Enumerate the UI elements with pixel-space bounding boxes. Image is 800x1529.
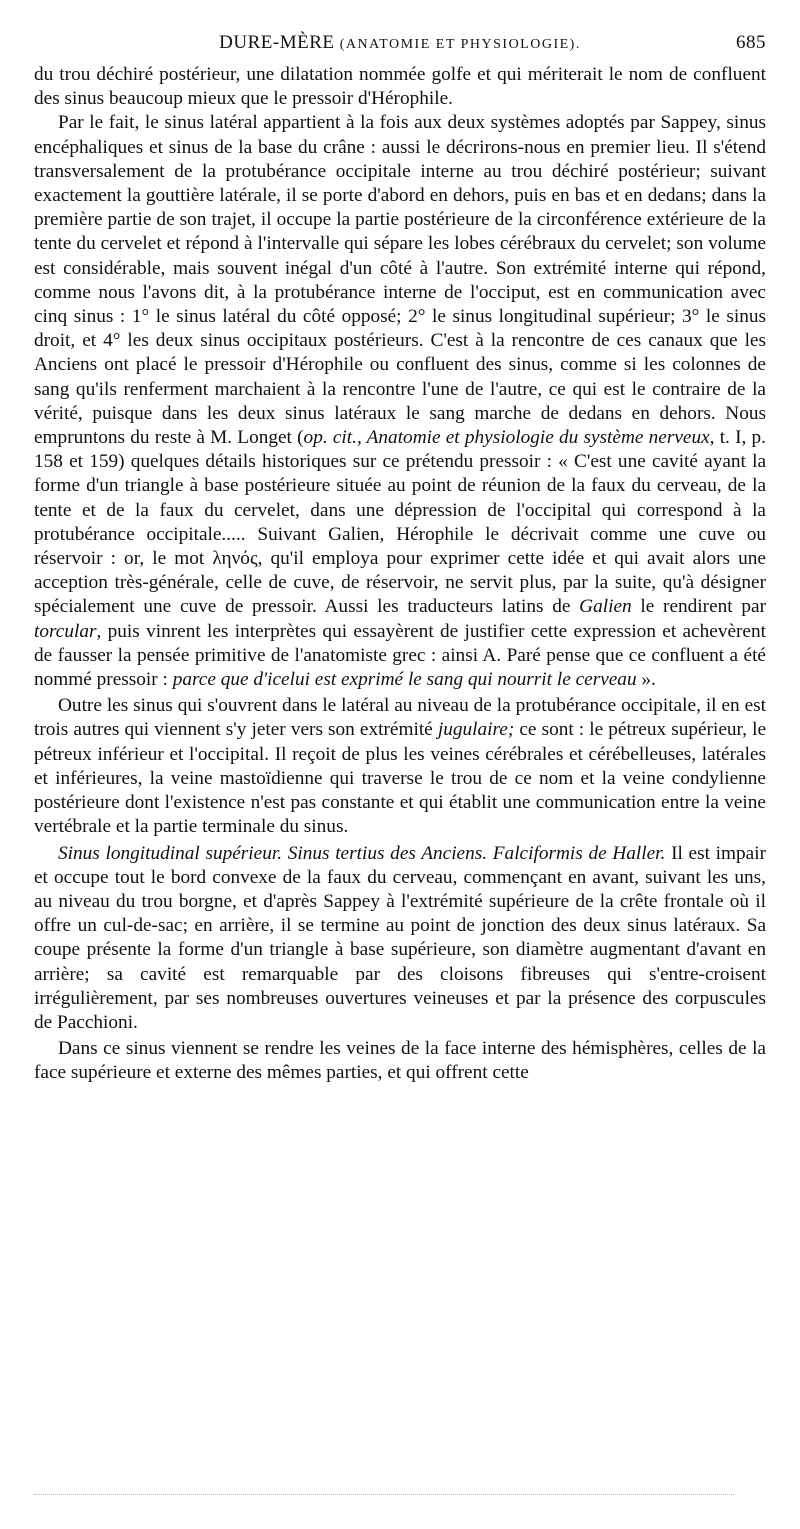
paragraph-text: ». [636, 669, 656, 691]
paragraph-text: Par le fait, le sinus latéral appartient à la fois aux deux systèmes adoptés par Sappey, sinus encéphaliques et sinus de la base du crâne : aussi le décrirons-nous en premier lieu. Il s'étend transversalement de la protubérance occipitale interne au trou déchiré postérieur; suivant exactement la gouttière latérale, il se porte d'abord en dehors, puis en bas et en dedans; dans la première partie de son trajet, il occupe la partie postérieure de la circonférence extérieure de la tente du cervelet et répond à l'intervalle qui sépare les lobes cérébraux du cervelet; son volume est considérable, mais souvent inégal d'un côté à l'autre. Son extrémité interne qui répond, comme nous l'avons dit, à la protubérance interne de l'occiput, est en communication avec cinq sinus : 1° le sinus latéral du côté opposé; 2° le sinus longitudinal supérieur; 3° le sinus droit, et 4° les deux sinus occipitaux postérieurs. C'est à la rencontre de ces canaux que les Anciens ont placé le pressoir d'Hérophile ou confluent des sinus, comme si les colonnes de sang qu'ils renferment marchaient à la rencontre l'une de l'autre, ce qui est le contraire de la vérité, puisque dans les deux sinus latéraux le sang marche de dedans en dehors. Nous empruntons du reste à M. Longet ( [34, 112, 766, 449]
paragraph-lateral-sinus [34, 111, 766, 692]
page-number: 685 [736, 32, 766, 53]
paragraph-text: Il est impair et occupe tout le bord convexe de la faux du cerveau, commençant en avant, suivant les uns, au niveau du trou borgne, et d'après Sappey à l'extrémité supérieure de la crête frontale où il offre un cul-de-sac; en arrière, il se termine au point de jonction des deux sinus latéraux. Sa coupe présente la forme d'un triangle à base supérieure, son diamètre augmentant d'avant en arrière; sa cavité est remarquable par des cloisons fibreuses qui s'entre-croisent irrégulièrement, par ses nombreuses ouvertures veineuses et par la présence des corpuscules de Pacchioni. [34, 842, 766, 1033]
running-title-subtitle: (ANATOMIE ET PHYSIOLOGIE). [339, 37, 581, 52]
citation-title: op. cit., Anatomie et physiologie du système nerveux [303, 427, 710, 449]
paragraph-text: ce sont : le pétreux supérieur, le pétreux inférieur et l'occipital. Il reçoit de plus les veines cérébrales et cérébelleuses, latérales et inférieures, la veine mastoïdienne qui traverse le trou de ce nom et la veine condylienne postérieure dont l'existence n'est pas constante et qui établit une communication entre la veine vertébrale et la partie terminale du sinus. [34, 719, 767, 838]
paragraph-text: Dans ce sinus viennent se rendre les veines de la face interne des hémisphères, celles de la face supérieure et externe des mêmes parties, et qui offrent cette [34, 1038, 766, 1084]
quotation: parce que d'icelui est exprimé le sang qui nourrit le cerveau [172, 669, 637, 691]
running-title [34, 32, 766, 54]
running-header [34, 32, 766, 62]
paragraph-text: , puis vinrent les interprètes qui essayèrent de justifier cette expression et achevèrent de fausser la pensée primitive de l'anatomiste grec : ainsi A. Paré pense que ce confluent a été nommé pressoir : [34, 620, 766, 691]
paragraph-text: Outre les sinus qui s'ouvrent dans le latéral au niveau de la protubérance occipitale, il en est trois autres qui viennent s'y jeter vers son extrémité [34, 695, 766, 741]
term-jugulaire: jugulaire; [437, 719, 515, 741]
footer-rule [34, 1494, 734, 1495]
section-heading: Sinus longitudinal supérieur. Sinus tertius des Anciens. Falciformis de Haller. [58, 842, 666, 864]
paragraph-superior-longitudinal-sinus [34, 842, 766, 1036]
page-body [34, 63, 766, 1086]
latin-term: torcular [34, 620, 97, 642]
paragraph-text: du trou déchiré postérieur, une dilatation nommée golfe et qui mériterait le nom de confluent des sinus beaucoup mieux que le pressoir d'Hérophile. [34, 64, 766, 110]
paragraph-text: le rendirent par [631, 596, 766, 618]
paragraph-veins [34, 1037, 766, 1085]
author-name: Galien [579, 596, 632, 618]
running-title-main: DURE-MÈRE [219, 32, 335, 53]
paragraph-text: , t. I, p. 158 et 159) quelques détails historiques sur ce prétendu pressoir : « C'est une cavité ayant la forme d'un triangle à base postérieure située au point de réunion de la faux du cerveau, de la tente et de la faux du cervelet, dans une dépression de l'occipital qui correspond à la protubérance occipitale..... Suivant Galien, Hérophile le décrivait comme une cuve ou réservoir : or, le mot ληνός, qu'il employa pour exprimer cette idée et qui avait alors une acception très-générale, celle de cuve, de réservoir, ne servit plus, par la suite, qu'à désigner spécialement une cuve de pressoir. Aussi les traducteurs latins de [34, 427, 766, 618]
paragraph-continuation [34, 63, 766, 111]
paragraph-tributaries [34, 694, 766, 839]
